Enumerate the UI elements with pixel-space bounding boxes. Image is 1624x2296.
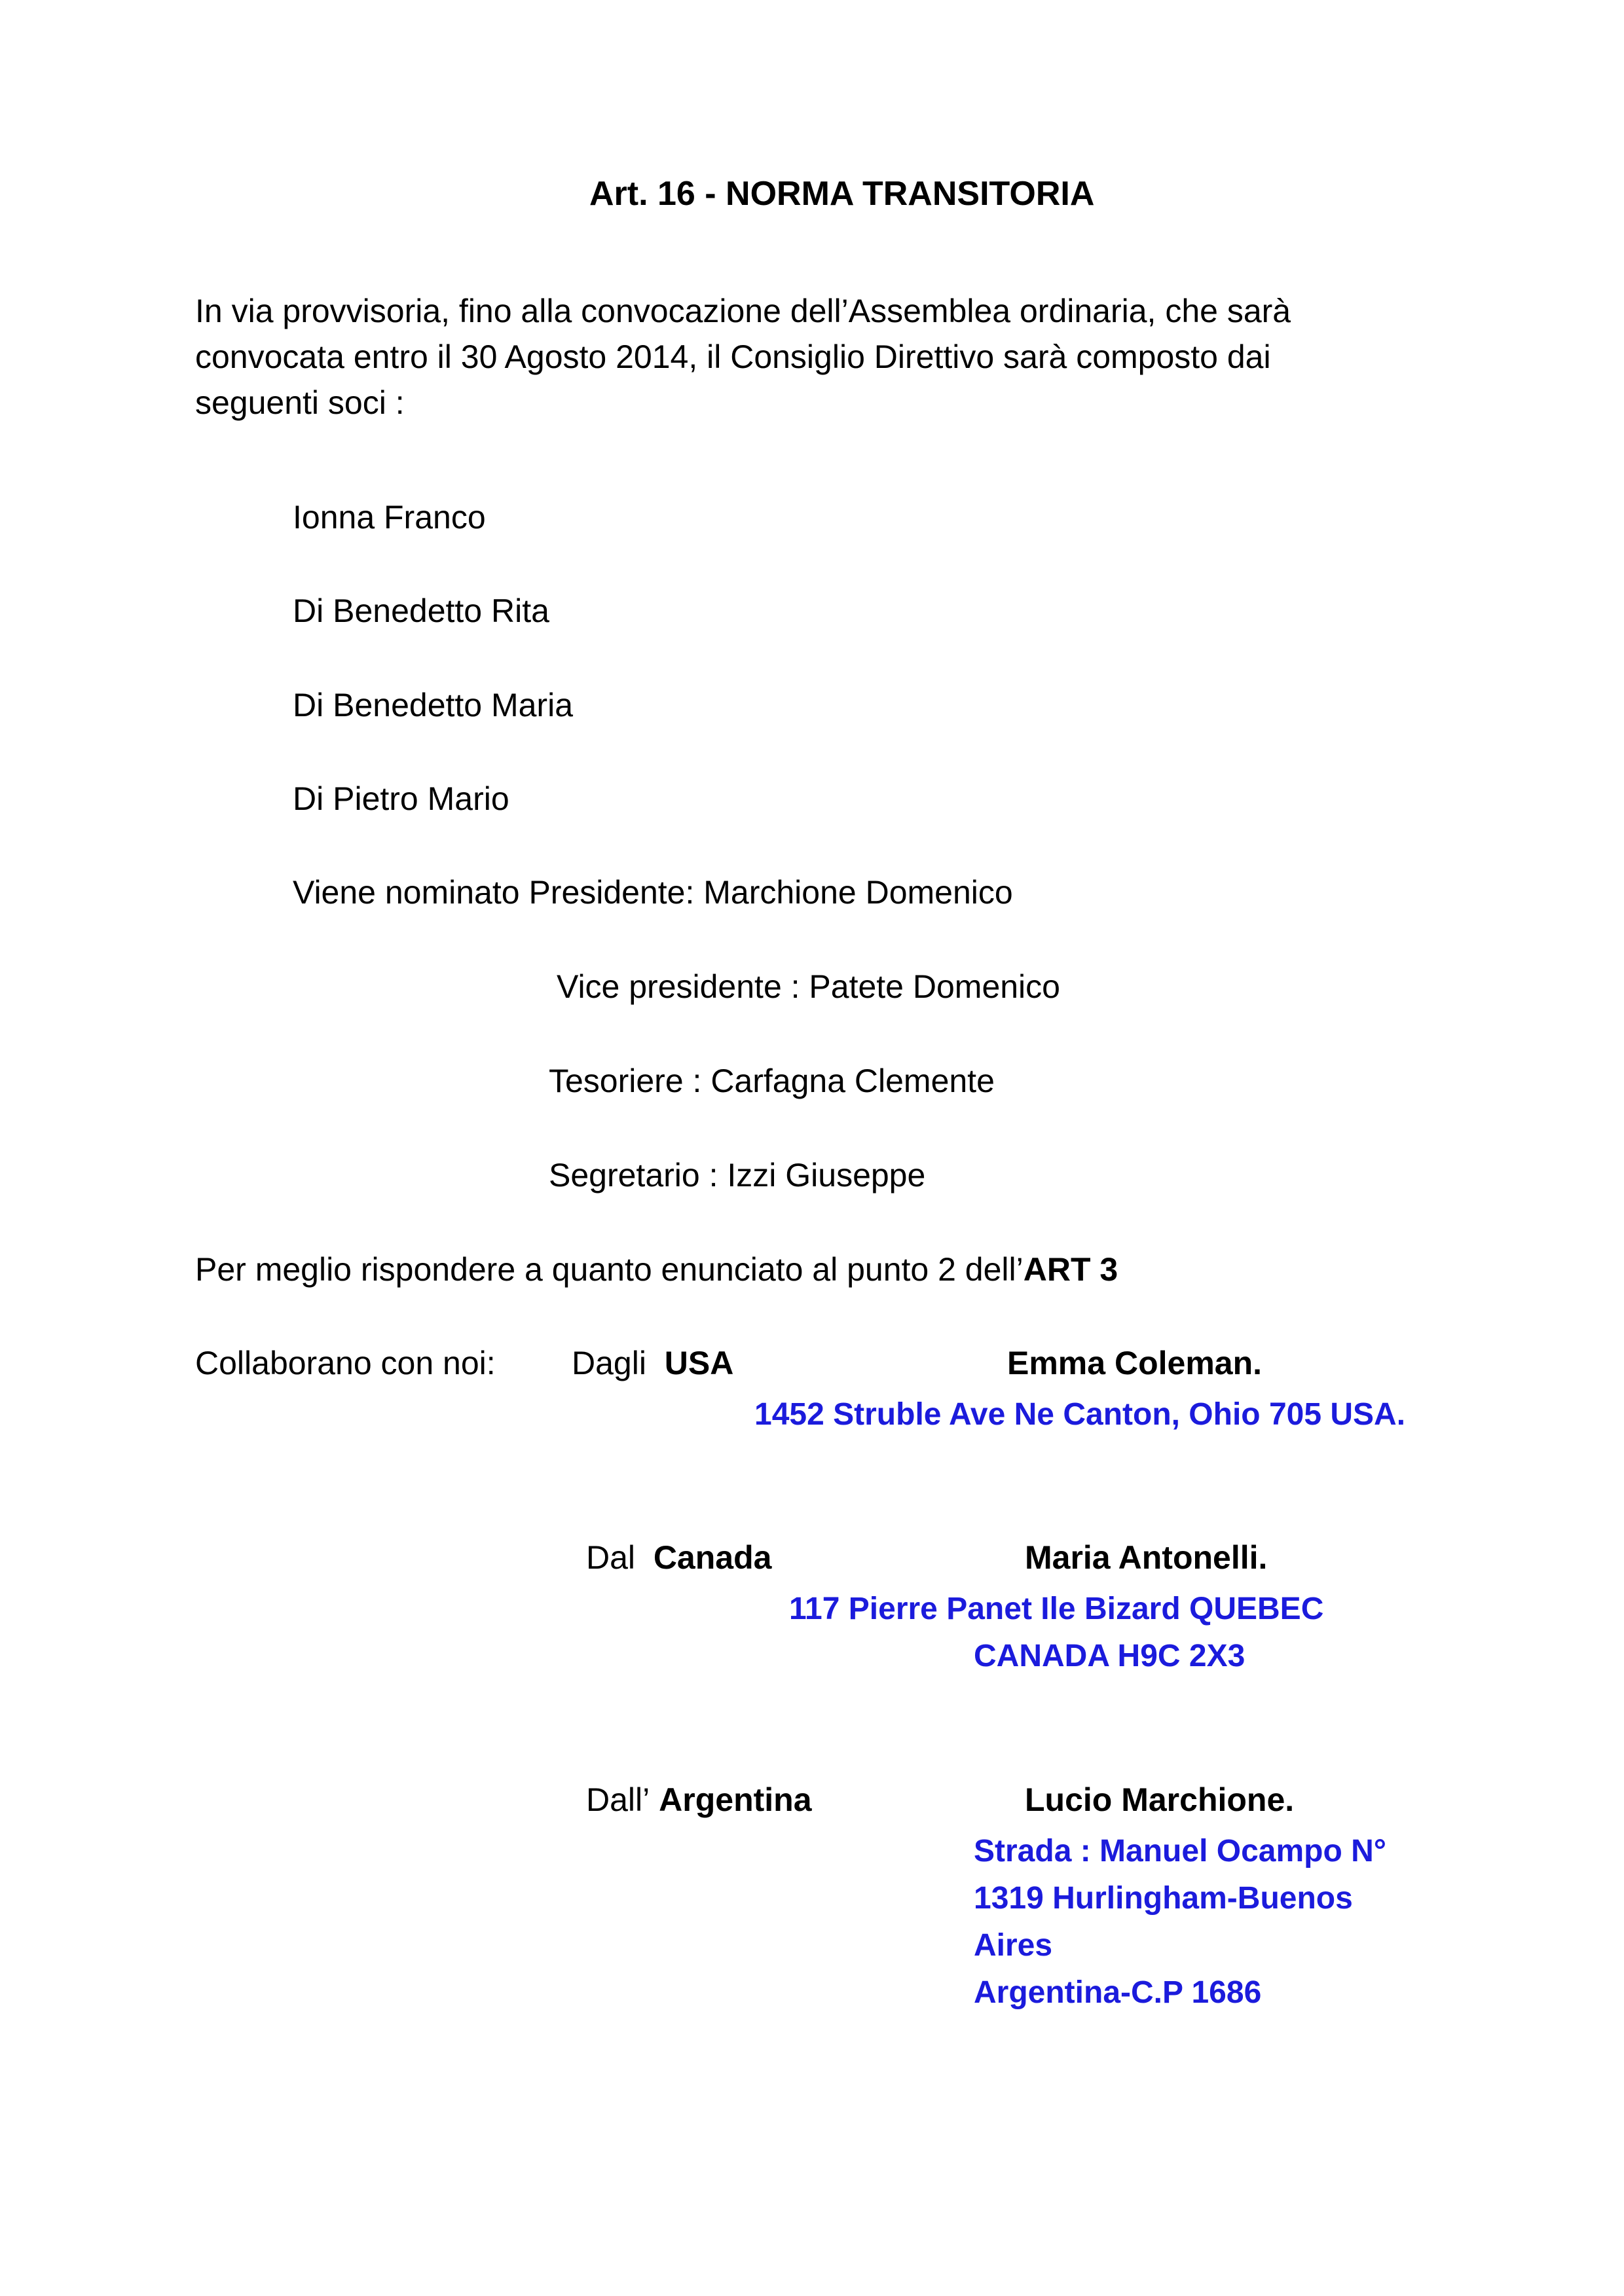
article-title: Art. 16 - NORMA TRANSITORIA — [589, 175, 1095, 213]
canada-contact-name: Maria Antonelli. — [1025, 1539, 1268, 1576]
argentina-address-line: Aires — [974, 1928, 1053, 1963]
member-item: Di Benedetto Rita — [293, 592, 549, 629]
argentina-address-line: 1319 Hurlingham-Buenos — [974, 1881, 1353, 1916]
canada-prefix: Dal — [586, 1539, 636, 1576]
argentina-address-line: Strada : Manuel Ocampo N° — [974, 1834, 1386, 1868]
reference-line — [195, 1253, 1118, 1286]
collaborators-intro: Collaborano con noi: — [195, 1345, 496, 1381]
vice-president-line: Vice presidente : Patete Domenico — [557, 968, 1060, 1005]
argentina-contact-name: Lucio Marchione. — [1025, 1781, 1295, 1818]
argentina-address-line: Argentina-C.P 1686 — [974, 1975, 1262, 2010]
usa-country-label — [572, 1347, 733, 1379]
usa-prefix: Dagli — [572, 1345, 646, 1381]
intro-line-1: In via provvisoria, fino alla convocazione dell’Assemblea ordinaria, che sarà — [195, 293, 1291, 329]
intro-line-2: convocata entro il 30 Agosto 2014, il Consiglio Direttivo sarà composto dai — [195, 338, 1271, 375]
usa-address-line: 1452 Struble Ave Ne Canton, Ohio 705 USA. — [754, 1397, 1406, 1432]
canada-country-label — [586, 1541, 771, 1574]
argentina-country-label — [586, 1783, 812, 1816]
argentina-prefix: Dall’ — [586, 1781, 650, 1818]
usa-country: USA — [664, 1345, 734, 1381]
canada-country: Canada — [653, 1539, 772, 1576]
member-item: Di Pietro Mario — [293, 780, 509, 817]
reference-text: Per meglio rispondere a quanto enunciato al punto 2 dell’ — [195, 1251, 1024, 1288]
reference-article: ART 3 — [1023, 1251, 1118, 1288]
intro-line-3: seguenti soci : — [195, 384, 405, 421]
secretary-line: Segretario : Izzi Giuseppe — [549, 1157, 926, 1194]
canada-address-line: CANADA H9C 2X3 — [974, 1639, 1246, 1673]
member-item: Ionna Franco — [293, 499, 486, 536]
argentina-country: Argentina — [659, 1781, 812, 1818]
usa-contact-name: Emma Coleman. — [1007, 1345, 1263, 1381]
canada-address-line: 117 Pierre Panet Ile Bizard QUEBEC — [789, 1592, 1324, 1626]
treasurer-line: Tesoriere : Carfagna Clemente — [549, 1063, 995, 1099]
president-line: Viene nominato Presidente: Marchione Domenico — [293, 874, 1013, 911]
member-item: Di Benedetto Maria — [293, 687, 574, 723]
